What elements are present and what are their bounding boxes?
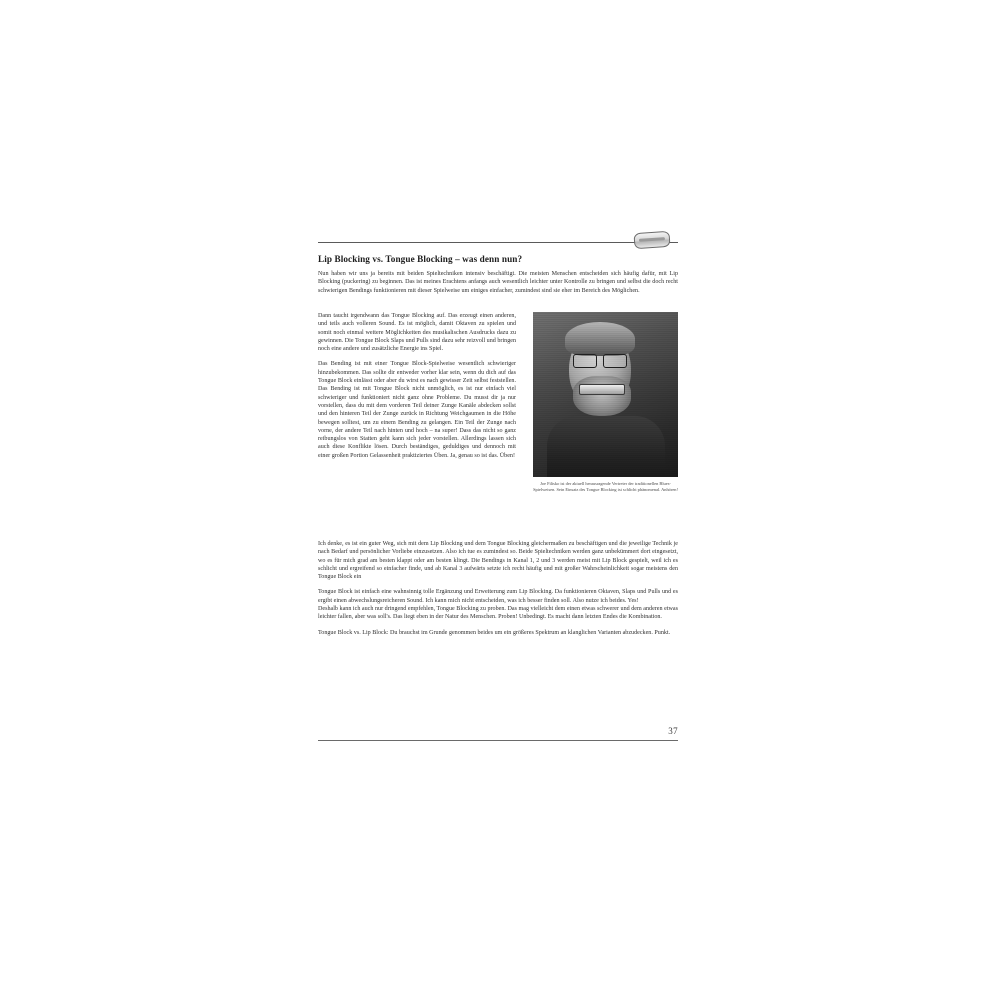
paragraph: Ich denke, es ist ein guter Weg, sich mit dem Lip Blocking und dem Tongue Blocking gleichermaßen zu beschäftigen und die jeweilige Technik je nach Bedarf und persönlicher Vorliebe einzusetzen. Also ich tue es zumindest so. Beide Spieltechniken werden ganz unbekümmert dort eingesetzt, wo es für mich grad am besten klappt oder am besten klingt. Die Bendings in Kanal 1, 2 und 3 werden meist mit Lip Block gespielt, weil ich es schlicht und ergreifend so einfacher finde, und ab Kanal 3 aufwärts setzte ich recht häufig und mit großer Wahrscheinlichkeit sogar meistens den Tongue Block ein xyxy=(318,541,678,581)
intro-block xyxy=(318,270,678,302)
paragraph: Das Bending ist mit einer Tongue Block-Spielweise wesentlich schwieriger hinzubekommen. Das sollte dir entweder vorher klar sein, wenn du dich auf das Tongue Block einlässt oder aber du wirst es nach gewisser Zeit selbst feststellen. Das Bending ist mit Tongue Block nicht unmöglich, es ist nur einfach viel schwieriger und funktioniert nicht ganz ohne Probleme. Du musst dir ja nur vorstellen, dass du mit dem vorderen Teil deiner Zunge Kanäle abdecken sollst und den hinteren Teil der Zunge zurück in Richtung Weichgaumen in die Höhe bewegen solltest, um zu einem Bending zu gelangen. Ein Teil der Zunge nach vorne, der andere Teil nach hinten und hoch – na super! Dass das nicht so ganz reibungslos von Statten geht kann sich jeder vorstellen. Allerdings lassen sich auch diese Konflikte lösen. Durch beständiges, geduldiges und dennoch mit einer großen Portion Gelassenheit praktiziertes Üben. Ja, genau so ist das. Üben! xyxy=(318,361,516,459)
paragraph: Deshalb kann ich auch nur dringend empfehlen, Tongue Blocking zu proben. Das mag vielleicht dem einen etwas schwerer und dem anderen etwas leichter fallen, aber was soll's. Das liegt eben in der Natur des Menschen. Proben! Unbedingt. Es macht dann letzten Endes die Kombination. xyxy=(318,606,678,621)
divider-line xyxy=(318,242,678,243)
headline-text: Lip Blocking vs. Tongue Blocking – was denn nun? xyxy=(318,254,523,264)
left-column-block xyxy=(318,312,516,467)
top-divider xyxy=(318,228,678,250)
paragraph: Dann taucht irgendwann das Tongue Blocking auf. Das erzeugt einen anderen, und teils auch volleren Sound. Es ist möglich, damit Oktaven zu spielen und somit noch einmal weitere Möglichkeiten des musikalischen Ausdrucks dazu zu gewinnen. Die Tongue Block Slaps und Pulls sind dazu sehr reizvoll und bringen noch eine andere und zusätzliche Energie ins Spiel. xyxy=(318,313,516,353)
paragraph: Tongue Block ist einfach eine wahnsinnig tolle Ergänzung und Erweiterung zum Lip Blocking. Da funktionieren Oktaven, Slaps und Pulls und es ergibt einen abwechslungsreicheren Sound. Ich kann mich nicht entscheiden, was ich besser finden soll. Also nutze ich beides. Yes! xyxy=(318,589,678,604)
portrait-photo xyxy=(533,312,678,477)
paragraph: Tongue Block vs. Lip Block: Du brauchst im Grunde genommen beides um ein größeres Spektrum an klanglichen Varianten abzudecken. Punkt. xyxy=(318,629,671,636)
page-number: 37 xyxy=(668,726,678,736)
figure-caption: Joe Filisko ist der aktuell herausragende Vertreter der traditionellen Blues-Spielweisen. Sein Einsatz des Tongue Blocking ist schlicht phänomenal. Anhören! xyxy=(533,481,678,492)
page-title xyxy=(318,254,678,264)
footer-divider xyxy=(318,740,678,741)
paragraph: Nun haben wir uns ja bereits mit beiden Spieltechniken intensiv beschäftigt. Die meisten Menschen entscheiden sich häufig dafür, mit Lip Blocking (puckering) zu beginnen. Das ist meines Erachtens anfangs auch wesentlich leichter unter Kontrolle zu bringen und selbst die doch recht schwierigen Bendings funktionieren mit dieser Spielweise um einiges einfacher, zumindest sind sie eher im Bereich des Möglichen. xyxy=(318,271,678,294)
harmonica-icon xyxy=(633,231,670,249)
photo-grain xyxy=(533,312,678,477)
lower-block xyxy=(318,540,678,644)
figure xyxy=(533,312,678,493)
document-page xyxy=(318,228,678,758)
